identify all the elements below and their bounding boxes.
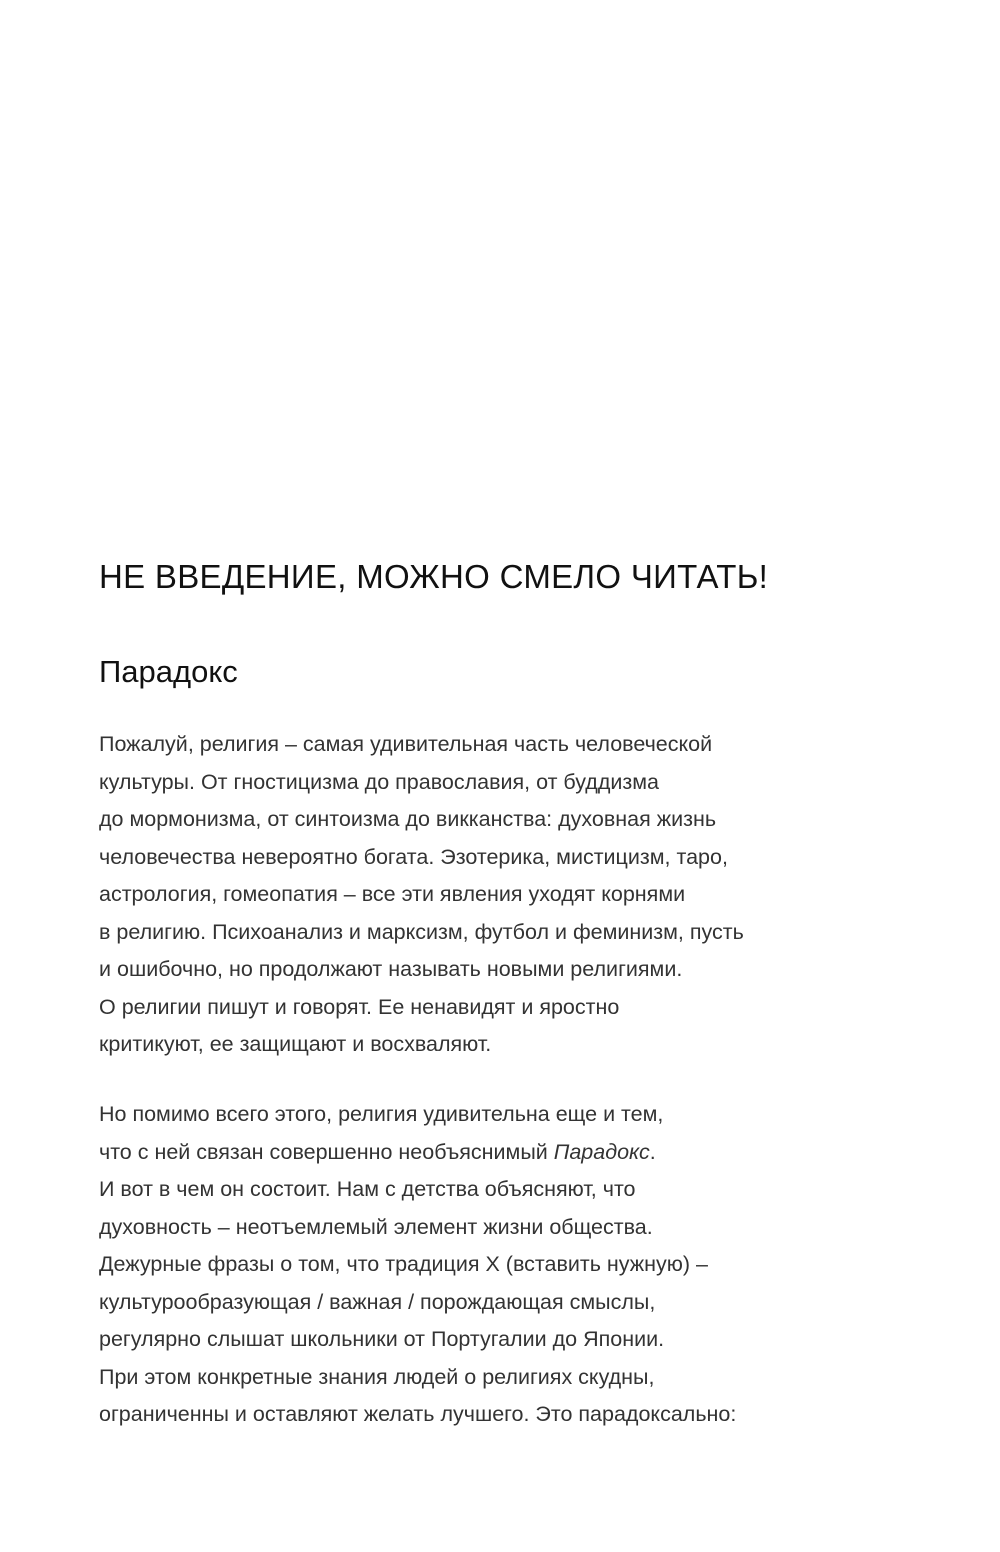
text-line bbox=[99, 1134, 736, 1172]
text-line: ограниченны и оставляют желать лучшего. Это парадоксально: bbox=[99, 1402, 737, 1426]
text-segment: что с ней связан совершенно необъяснимый bbox=[99, 1139, 554, 1164]
section-title: Парадокс bbox=[99, 654, 238, 689]
paragraph-1 bbox=[99, 726, 744, 1064]
text-line: И вот в чем он состоит. Нам с детства объясняют, что bbox=[99, 1177, 636, 1201]
text-line: регулярно слышат школьники от Португалии до Японии. bbox=[99, 1327, 665, 1351]
text-line: в религию. Психоанализ и марксизм, футбол и феминизм, пусть bbox=[99, 919, 744, 944]
text-line: Пожалуй, религия – самая удивительная часть человеческой bbox=[99, 732, 713, 756]
text-line: О религии пишут и говорят. Ее ненавидят и яростно bbox=[99, 994, 620, 1019]
text-line: до мормонизма, от синтоизма до викканства: духовная жизнь bbox=[99, 807, 717, 831]
text-line: человечества невероятно богата. Эзотерика, мистицизм, таро, bbox=[99, 844, 728, 869]
text-line: Но помимо всего этого, религия удивительна еще и тем, bbox=[99, 1102, 664, 1126]
text-line: При этом конкретные знания людей о религиях скудны, bbox=[99, 1364, 655, 1389]
emphasis-paradox: Парадокс bbox=[553, 1139, 650, 1164]
text-line: культурообразующая / важная / порождающая смыслы, bbox=[99, 1289, 656, 1314]
text-line: критикуют, ее защищают и восхваляют. bbox=[99, 1032, 492, 1056]
text-line: Дежурные фразы о том, что традиция Х (вставить нужную) – bbox=[99, 1252, 708, 1276]
text-segment: . bbox=[649, 1139, 656, 1164]
text-line: духовность – неотъемлемый элемент жизни общества. bbox=[99, 1214, 653, 1239]
chapter-title: НЕ ВВЕДЕНИЕ, МОЖНО СМЕЛО ЧИТАТЬ! bbox=[99, 558, 769, 595]
text-line: и ошибочно, но продолжают называть новыми религиями. bbox=[99, 957, 683, 981]
text-line: культуры. От гностицизма до православия, от буддизма bbox=[99, 769, 659, 794]
text-line: астрология, гомеопатия – все эти явления уходят корнями bbox=[99, 882, 686, 906]
paragraph-2 bbox=[99, 1096, 736, 1434]
